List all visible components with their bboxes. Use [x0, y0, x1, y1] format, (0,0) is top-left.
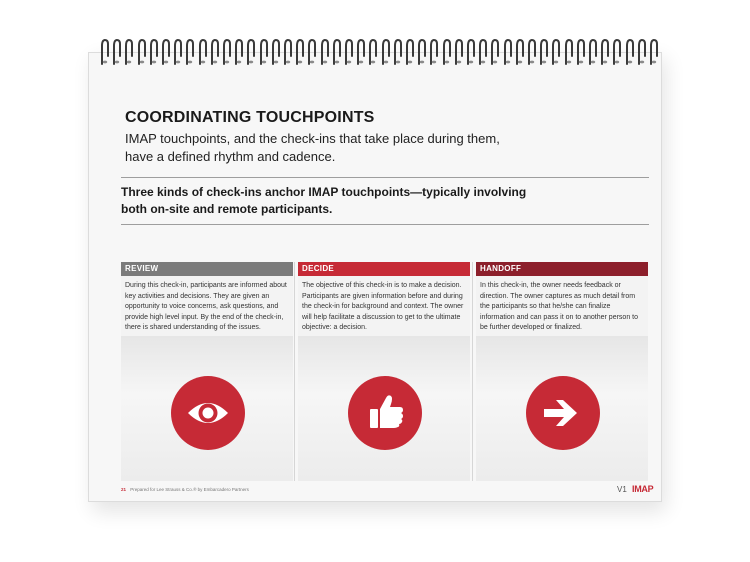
- binding-coil: [588, 38, 597, 66]
- binding-coil: [332, 38, 341, 66]
- column-handoff-body: In this check-in, the owner needs feedback or direction. The owner captures as much detail from the participants so that he/she can finalize information and can pass it on to another person to be further developed or finalized.: [480, 282, 638, 331]
- version-label: V1: [617, 485, 627, 494]
- column-decide: [298, 262, 470, 481]
- column-divider: [472, 262, 473, 481]
- binding-coil: [307, 38, 316, 66]
- binding-coil: [612, 38, 621, 66]
- binding-coil: [649, 38, 658, 66]
- binding-coil: [137, 38, 146, 66]
- binding-coil: [295, 38, 304, 66]
- divider-rule-bottom: [121, 224, 649, 225]
- binding-coil: [246, 38, 255, 66]
- binding-coil: [112, 38, 121, 66]
- binding-coil: [210, 38, 219, 66]
- binding-coil: [381, 38, 390, 66]
- binding-coil: [454, 38, 463, 66]
- binding-coil: [600, 38, 609, 66]
- binding-coil: [271, 38, 280, 66]
- binding-coil: [161, 38, 170, 66]
- column-handoff-illustration: [476, 336, 648, 481]
- column-review: [121, 262, 293, 481]
- column-handoff: [476, 262, 648, 481]
- column-review-illustration: [121, 336, 293, 481]
- binding-coil: [356, 38, 365, 66]
- binding-coil: [551, 38, 560, 66]
- binding-coil: [564, 38, 573, 66]
- binding-coil: [515, 38, 524, 66]
- divider-rule-top: [121, 177, 649, 178]
- column-decide-heading: DECIDE: [298, 262, 470, 276]
- binding-coil: [344, 38, 353, 66]
- binding-coil: [417, 38, 426, 66]
- binding-coil: [429, 38, 438, 66]
- arrow-right-icon: [526, 376, 600, 450]
- binding-coil: [124, 38, 133, 66]
- binding-coil: [185, 38, 194, 66]
- page-title: COORDINATING TOUCHPOINTS: [125, 109, 375, 126]
- column-decide-body: The objective of this check-in is to make a decision. Participants are given information before and during the check-in for background and context. The owner will help facilitate a discussion to get to the ultimate objective: a decision.: [302, 282, 464, 331]
- eye-icon: [171, 376, 245, 450]
- binding-coil: [259, 38, 268, 66]
- binding-coil: [478, 38, 487, 66]
- binding-coil: [234, 38, 243, 66]
- binding-coil: [405, 38, 414, 66]
- thumbs-up-icon: [348, 376, 422, 450]
- binding-coil: [100, 38, 109, 66]
- column-divider: [294, 262, 295, 481]
- imap-logo: IMAP: [632, 484, 654, 494]
- binding-coil: [466, 38, 475, 66]
- page-footer: [121, 487, 249, 492]
- binding-coil: [198, 38, 207, 66]
- page-subtitle: IMAP touchpoints, and the check-ins that take place during them, have a defined rhythm and cadence.: [125, 131, 500, 164]
- binding-coil: [576, 38, 585, 66]
- binding-coil: [637, 38, 646, 66]
- page-number: 21: [121, 487, 127, 492]
- spiral-binding: [100, 38, 660, 70]
- column-decide-illustration: [298, 336, 470, 481]
- binding-coil: [539, 38, 548, 66]
- binding-coil: [490, 38, 499, 66]
- column-review-body: During this check-in, participants are informed about key activities and decisions. They are given an opportunity to voice concerns, ask questions, and provide high level input. By the end of the check-in, there is shared understanding of the issues.: [125, 282, 287, 331]
- binding-coil: [320, 38, 329, 66]
- binding-coil: [222, 38, 231, 66]
- binding-coil: [393, 38, 402, 66]
- binding-coil: [503, 38, 512, 66]
- binding-coil: [527, 38, 536, 66]
- binding-coil: [283, 38, 292, 66]
- lead-statement: Three kinds of check-ins anchor IMAP touchpoints—typically involving both on-site and remote participants.: [121, 185, 527, 216]
- column-review-heading: REVIEW: [121, 262, 293, 276]
- column-handoff-heading: HANDOFF: [476, 262, 648, 276]
- binding-coil: [442, 38, 451, 66]
- binding-coil: [149, 38, 158, 66]
- footer-credit: Prepared for Lee Strauss & Co.® by Embarcadero Partners: [130, 487, 249, 492]
- binding-coil: [625, 38, 634, 66]
- binding-coil: [173, 38, 182, 66]
- binding-coil: [368, 38, 377, 66]
